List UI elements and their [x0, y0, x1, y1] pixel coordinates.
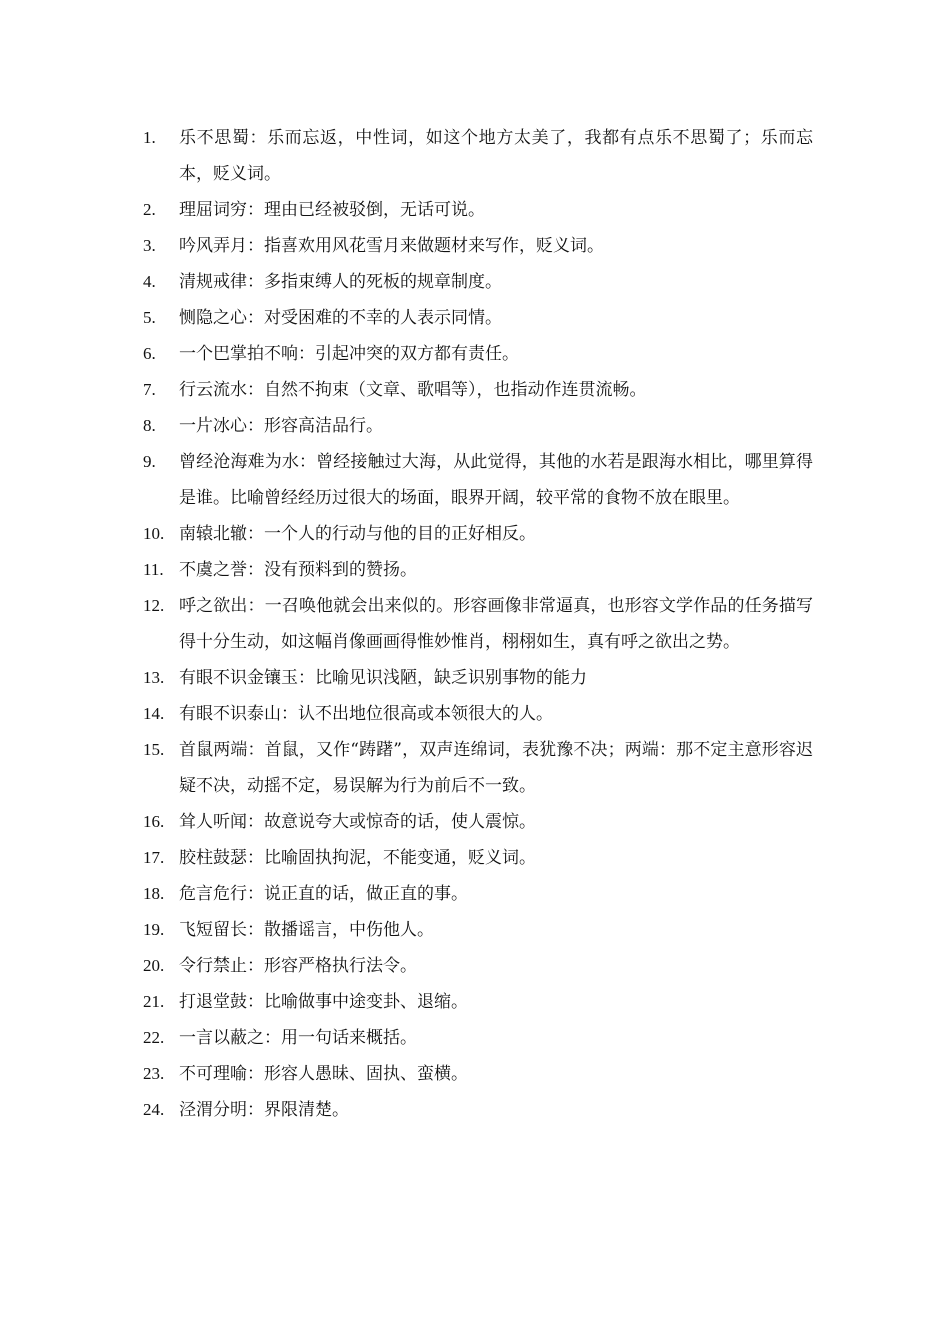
- list-item: [143, 444, 813, 516]
- item-text: 一言以蔽之：用一句话来概括。: [179, 1028, 417, 1048]
- list-item: [143, 804, 813, 840]
- list-item: [143, 372, 813, 408]
- item-text: 飞短留长：散播谣言，中伤他人。: [179, 920, 434, 940]
- list-item: [143, 192, 813, 228]
- item-number: 11.: [143, 560, 164, 579]
- item-text: 恻隐之心：对受困难的不幸的人表示同情。: [179, 308, 502, 328]
- list-item: [143, 984, 813, 1020]
- item-text: 有眼不识金镶玉：比喻见识浅陋，缺乏识别事物的能力: [179, 668, 587, 688]
- item-number: 18.: [143, 884, 165, 903]
- item-number: 12.: [143, 596, 165, 615]
- item-text: 有眼不识泰山：认不出地位很高或本领很大的人。: [179, 704, 553, 724]
- list-item: [143, 120, 813, 192]
- item-text: 胶柱鼓瑟：比喻固执拘泥，不能变通，贬义词。: [179, 848, 536, 868]
- list-item: [143, 300, 813, 336]
- item-text: 耸人听闻：故意说夸大或惊奇的话，使人震惊。: [179, 812, 536, 832]
- list-item: [143, 588, 813, 660]
- item-number: 5.: [143, 308, 156, 327]
- item-number: 9.: [143, 452, 156, 471]
- item-number: 13.: [143, 668, 165, 687]
- list-item: [143, 1092, 813, 1128]
- item-text: 一个巴掌拍不响：引起冲突的双方都有责任。: [179, 344, 519, 364]
- item-number: 6.: [143, 344, 156, 363]
- item-number: 16.: [143, 812, 165, 831]
- item-text: 清规戒律：多指束缚人的死板的规章制度。: [179, 272, 502, 292]
- item-text: 行云流水：自然不拘束（文章、歌唱等），也指动作连贯流畅。: [179, 380, 647, 400]
- item-text: 危言危行：说正直的话，做正直的事。: [179, 884, 468, 904]
- item-text: 不虞之誉：没有预料到的赞扬。: [179, 560, 417, 580]
- item-number: 4.: [143, 272, 156, 291]
- item-number: 2.: [143, 200, 156, 219]
- item-text: 乐不思蜀：乐而忘返，中性词，如这个地方太美了，我都有点乐不思蜀了；乐而忘本，贬义词。: [179, 128, 813, 184]
- list-item: [143, 912, 813, 948]
- item-number: 8.: [143, 416, 156, 435]
- item-number: 14.: [143, 704, 165, 723]
- item-text: 南辕北辙：一个人的行动与他的目的正好相反。: [179, 524, 536, 544]
- item-number: 23.: [143, 1064, 165, 1083]
- item-number: 21.: [143, 992, 165, 1011]
- item-number: 7.: [143, 380, 156, 399]
- item-text: 首鼠两端：首鼠，又作“踌躇”，双声连绵词，表犹豫不决；两端：那不定主意形容迟疑不决，动摇不定，易误解为行为前后不一致。: [179, 740, 813, 796]
- list-item: [143, 732, 813, 804]
- list-item: [143, 1020, 813, 1056]
- item-number: 3.: [143, 236, 156, 255]
- item-number: 22.: [143, 1028, 165, 1047]
- list-item: [143, 876, 813, 912]
- list-item: [143, 552, 813, 588]
- item-number: 17.: [143, 848, 165, 867]
- item-text: 令行禁止：形容严格执行法令。: [179, 956, 417, 976]
- item-number: 19.: [143, 920, 165, 939]
- list-item: [143, 264, 813, 300]
- list-item: [143, 660, 813, 696]
- list-item: [143, 336, 813, 372]
- item-number: 24.: [143, 1100, 165, 1119]
- item-text: 曾经沧海难为水：曾经接触过大海，从此觉得，其他的水若是跟海水相比，哪里算得是谁。比喻曾经经历过很大的场面，眼界开阔，较平常的食物不放在眼里。: [179, 452, 813, 508]
- item-text: 吟风弄月：指喜欢用风花雪月来做题材来写作，贬义词。: [179, 236, 604, 256]
- item-text: 打退堂鼓：比喻做事中途变卦、退缩。: [179, 992, 468, 1012]
- list-item: [143, 696, 813, 732]
- item-number: 1.: [143, 128, 156, 147]
- item-text: 一片冰心：形容高洁品行。: [179, 416, 383, 436]
- idiom-list: [143, 120, 813, 1128]
- item-number: 15.: [143, 740, 165, 759]
- item-text: 泾渭分明：界限清楚。: [179, 1100, 349, 1120]
- list-item: [143, 840, 813, 876]
- list-item: [143, 516, 813, 552]
- item-text: 理屈词穷：理由已经被驳倒，无话可说。: [179, 200, 485, 220]
- list-item: [143, 948, 813, 984]
- item-text: 呼之欲出：一召唤他就会出来似的。形容画像非常逼真，也形容文学作品的任务描写得十分生动，如这幅肖像画画得惟妙惟肖，栩栩如生，真有呼之欲出之势。: [179, 596, 813, 652]
- list-item: [143, 408, 813, 444]
- list-item: [143, 228, 813, 264]
- item-number: 20.: [143, 956, 165, 975]
- item-number: 10.: [143, 524, 165, 543]
- list-item: [143, 1056, 813, 1092]
- item-text: 不可理喻：形容人愚昧、固执、蛮横。: [179, 1064, 468, 1084]
